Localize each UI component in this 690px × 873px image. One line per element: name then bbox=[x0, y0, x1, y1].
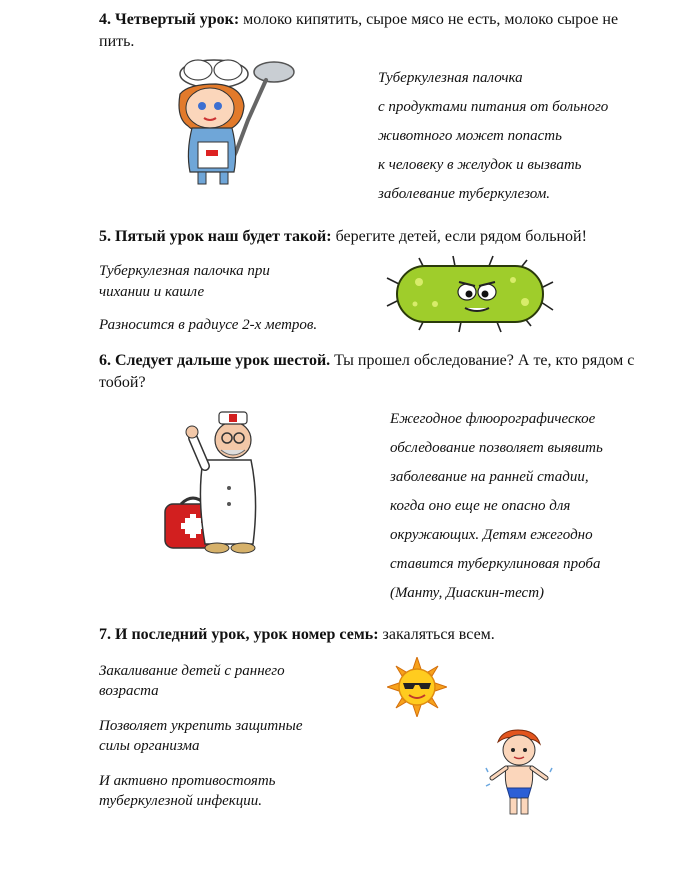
section-5-heading-rest: берегите детей, если рядом больной! bbox=[331, 228, 587, 245]
text-line: обследование позволяет выявить bbox=[390, 440, 603, 456]
text-line: туберкулезной инфекции. bbox=[99, 793, 263, 809]
text-line: когда оно еще не опасно для bbox=[390, 498, 571, 514]
text-line: чихании и кашле bbox=[99, 284, 205, 300]
section-5-text bbox=[99, 261, 270, 303]
section-4-text bbox=[378, 64, 608, 209]
section-4-heading-rest: молоко кипятить, сырое мясо не есть, молоко сырое не пить. bbox=[99, 11, 619, 50]
sun-illustration bbox=[387, 657, 447, 717]
section-6-text bbox=[390, 405, 603, 608]
section-4-heading-bold: 4. Четвертый урок: bbox=[99, 11, 240, 28]
section-7-text-1 bbox=[99, 661, 285, 701]
text-line: с продуктами питания от больного bbox=[378, 99, 609, 115]
text-line: Разносится в радиусе 2-х метров. bbox=[99, 317, 318, 333]
text-line: заболевание туберкулезом. bbox=[378, 186, 551, 202]
section-6-heading bbox=[99, 350, 639, 394]
child-illustration bbox=[484, 728, 554, 818]
text-line: возраста bbox=[99, 683, 159, 699]
text-line: Позволяет укрепить защитные bbox=[99, 718, 303, 734]
section-7-heading-bold: 7. И последний урок, урок номер семь: bbox=[99, 626, 379, 643]
text-line: ставится туберкулиновая проба bbox=[390, 556, 601, 572]
section-5-heading-bold: 5. Пятый урок наш будет такой: bbox=[99, 228, 332, 245]
section-6-heading-bold: 6. Следует дальше урок шестой. bbox=[99, 352, 331, 369]
text-line: (Манту, Диаскин-тест) bbox=[390, 585, 545, 601]
text-line: Ежегодное флюорографическое bbox=[390, 411, 596, 427]
section-5-text-2 bbox=[99, 315, 317, 336]
text-line: к человеку в желудок и вызвать bbox=[378, 157, 582, 173]
section-7-text-2 bbox=[99, 716, 303, 756]
text-line: Туберкулезная палочка при bbox=[99, 263, 270, 279]
section-7-heading-rest: закаляться всем. bbox=[378, 626, 495, 643]
section-7-heading bbox=[99, 624, 639, 646]
text-line: окружающих. Детям ежегодно bbox=[390, 527, 593, 543]
bacterium-illustration bbox=[385, 254, 555, 334]
section-4-heading bbox=[99, 9, 644, 53]
text-line: животного может попасть bbox=[378, 128, 562, 144]
cook-girl-illustration bbox=[162, 56, 302, 186]
text-line: Туберкулезная палочка bbox=[378, 70, 523, 86]
text-line: И активно противостоять bbox=[99, 773, 276, 789]
section-6-heading-rest: Ты прошел обследование? А те, кто рядом с тобой? bbox=[99, 352, 635, 391]
doctor-illustration bbox=[163, 408, 263, 554]
text-line: Закаливание детей с раннего bbox=[99, 663, 285, 679]
text-line: силы организма bbox=[99, 738, 200, 754]
text-line: заболевание на ранней стадии, bbox=[390, 469, 589, 485]
section-7-text-3 bbox=[99, 771, 276, 811]
section-5-heading bbox=[99, 226, 659, 248]
